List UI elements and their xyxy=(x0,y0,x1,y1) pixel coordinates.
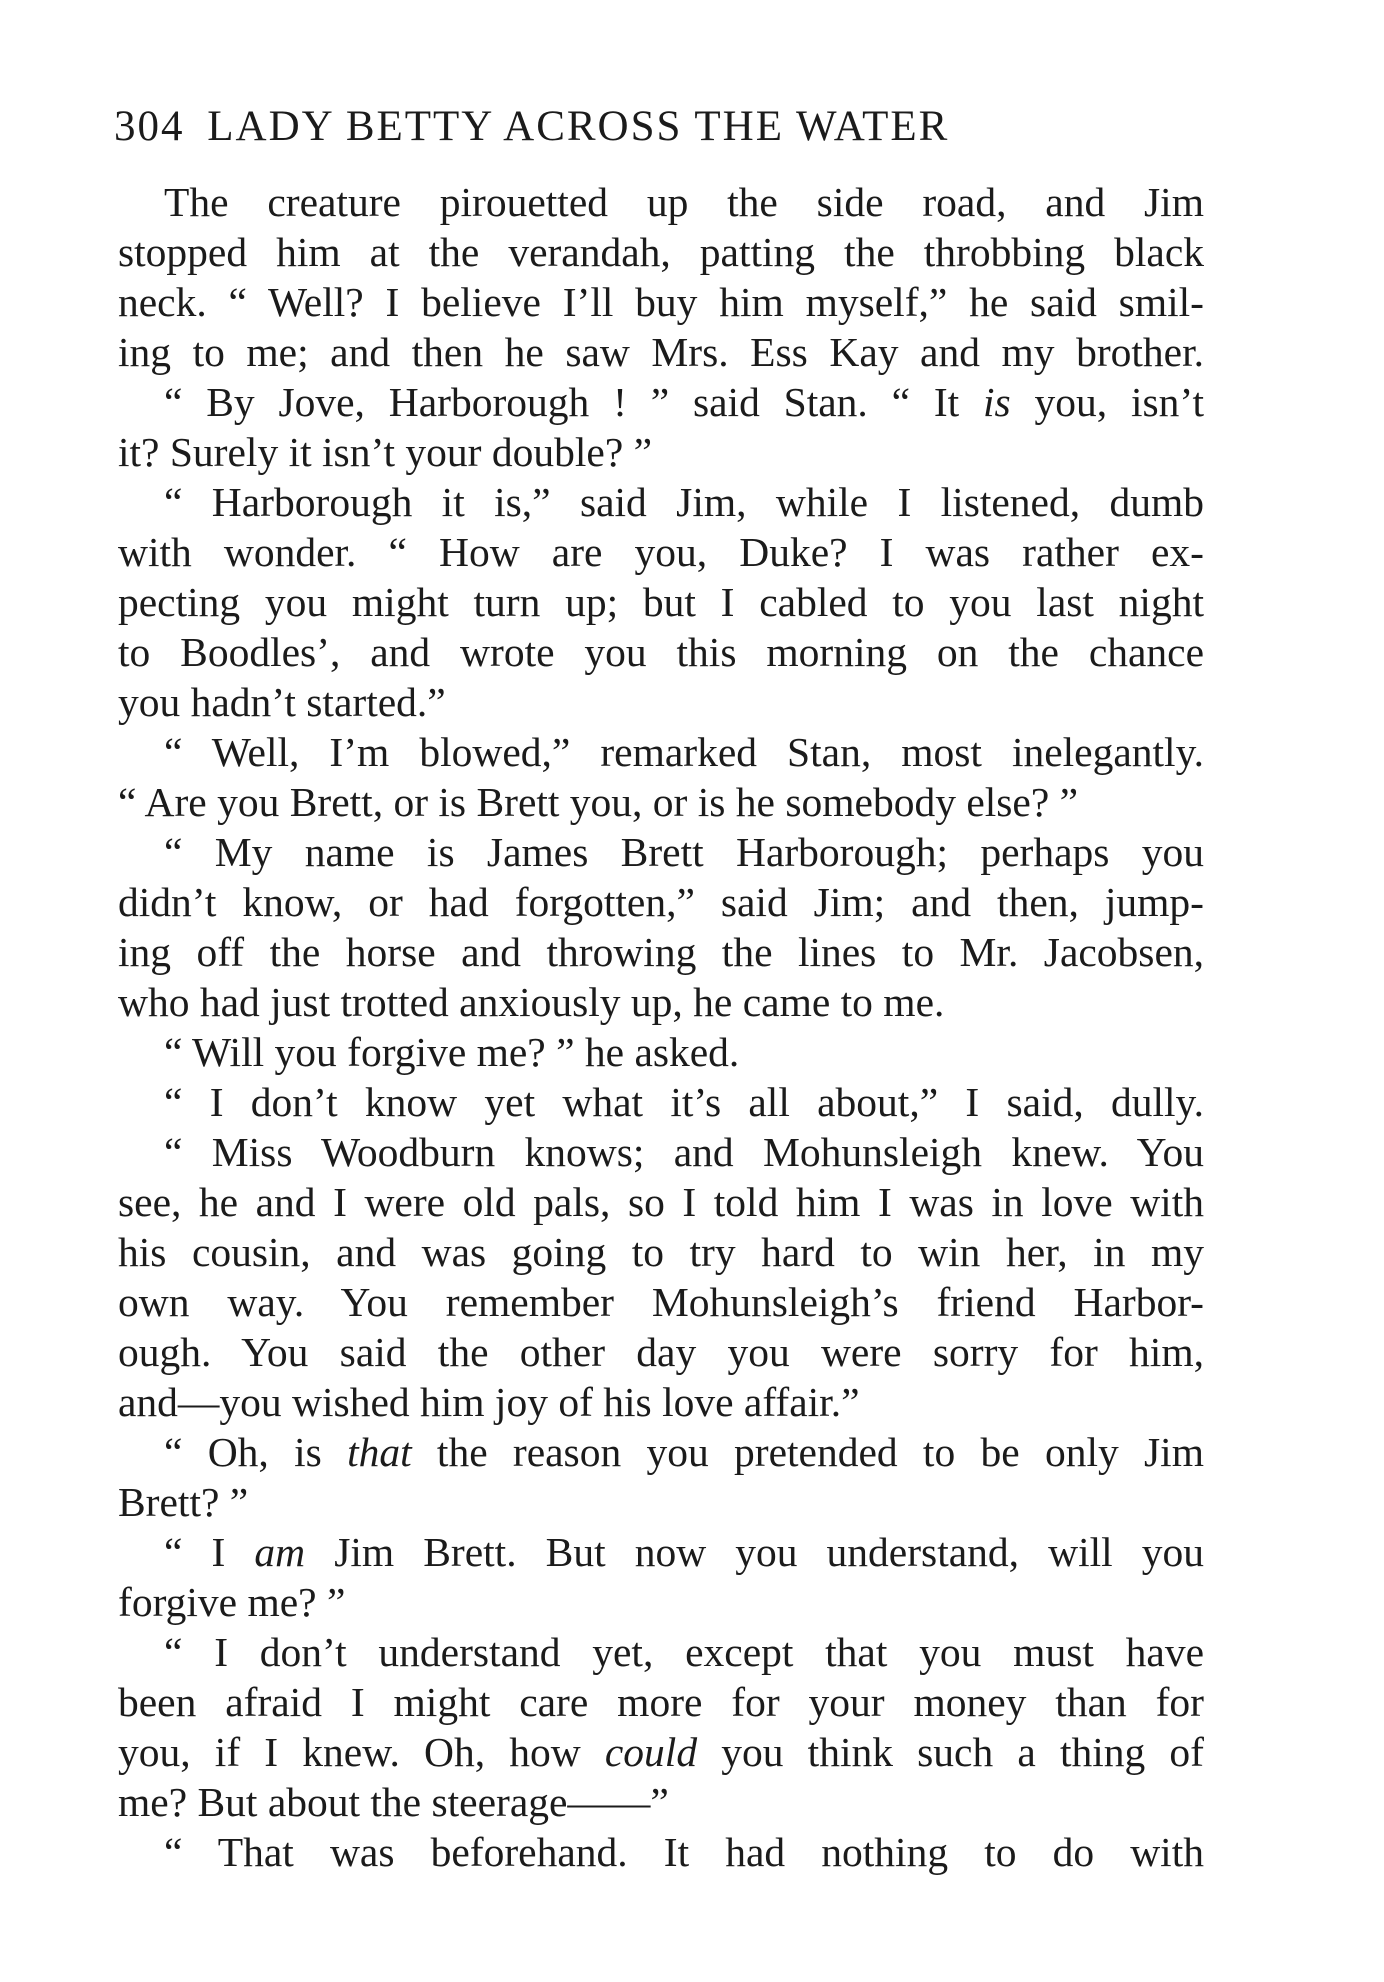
text-line: “ Miss Woodburn knows; and Mohunsleigh knew. You xyxy=(164,1129,1204,1175)
text-line: “ Are you Brett, or is Brett you, or is he somebody else? ” xyxy=(118,779,1079,825)
running-header xyxy=(114,102,1214,160)
text-line: you hadn’t started.” xyxy=(118,679,446,725)
text-line: you, if I knew. Oh, how could you think such a thing of xyxy=(118,1729,1204,1775)
text-line: “ I am Jim Brett. But now you understand, will you xyxy=(164,1529,1204,1575)
text-line: see, he and I were old pals, so I told him I was in love with xyxy=(118,1179,1204,1225)
text-line: Brett? ” xyxy=(118,1479,249,1525)
text-line: “ That was beforehand. It had nothing to do with xyxy=(164,1829,1204,1875)
text-line: stopped him at the verandah, patting the throbbing black xyxy=(118,229,1204,275)
text-line: “ My name is James Brett Harborough; perhaps you xyxy=(164,829,1204,875)
text-line: The creature pirouetted up the side road, and Jim xyxy=(164,179,1204,225)
text-line: “ I don’t know yet what it’s all about,” I said, dully. xyxy=(164,1079,1204,1125)
text-line: “ Well, I’m blowed,” remarked Stan, most inelegantly. xyxy=(164,729,1204,775)
text-line: “ Harborough it is,” said Jim, while I listened, dumb xyxy=(164,479,1204,525)
text-line: didn’t know, or had forgotten,” said Jim; and then, jump- xyxy=(118,879,1204,925)
text-line: “ By Jove, Harborough ! ” said Stan. “ It is you, isn’t xyxy=(164,379,1204,425)
text-line: ing to me; and then he saw Mrs. Ess Kay and my brother. xyxy=(118,329,1204,375)
text-line: who had just trotted anxiously up, he came to me. xyxy=(118,979,945,1025)
text-line: ough. You said the other day you were sorry for him, xyxy=(118,1329,1204,1375)
text-line: it? Surely it isn’t your double? ” xyxy=(118,429,653,475)
text-line: forgive me? ” xyxy=(118,1579,346,1625)
text-line: ing off the horse and throwing the lines to Mr. Jacobsen, xyxy=(118,929,1204,975)
running-title: LADY BETTY ACROSS THE WATER xyxy=(207,103,950,150)
text-line: “ Oh, is that the reason you pretended to be only Jim xyxy=(164,1429,1204,1475)
text-line: his cousin, and was going to try hard to win her, in my xyxy=(118,1229,1204,1275)
text-line: own way. You remember Mohunsleigh’s friend Harbor- xyxy=(118,1279,1204,1325)
text-line: and—you wished him joy of his love affair.” xyxy=(118,1379,860,1425)
text-line: “ I don’t understand yet, except that you must have xyxy=(164,1629,1204,1675)
text-line: “ Will you forgive me? ” he asked. xyxy=(164,1029,740,1075)
page-number: 304 xyxy=(114,103,185,150)
text-line: to Boodles’, and wrote you this morning on the chance xyxy=(118,629,1204,675)
text-line: pecting you might turn up; but I cabled to you last night xyxy=(118,579,1204,625)
text-line: neck. “ Well? I believe I’ll buy him myself,” he said smil- xyxy=(118,279,1204,325)
text-line: been afraid I might care more for your money than for xyxy=(118,1679,1204,1725)
text-line: me? But about the steerage——” xyxy=(118,1779,669,1825)
text-line: with wonder. “ How are you, Duke? I was rather ex- xyxy=(118,529,1204,575)
